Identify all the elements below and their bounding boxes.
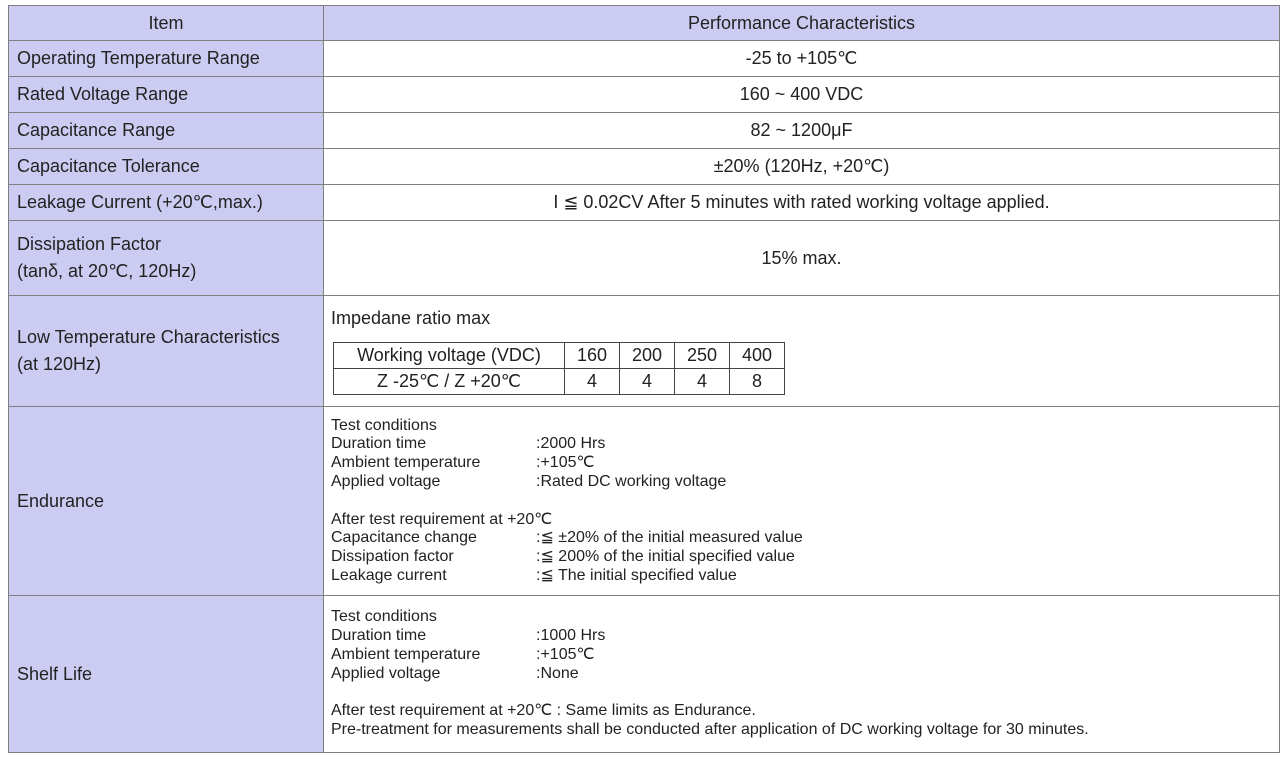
spacer [331, 683, 1279, 702]
ratio-cell: 4 [620, 368, 675, 394]
kv-row [331, 627, 1279, 646]
kv-row [331, 665, 1279, 684]
kv-key: Duration time [331, 435, 427, 453]
row-label: Leakage Current (+20℃,max.) [9, 185, 324, 221]
kv-value: :2000 Hrs [536, 435, 606, 453]
spec-table [8, 5, 1280, 753]
spacer [331, 492, 1279, 511]
kv-value: :≦ 200% of the initial specified value [536, 547, 795, 565]
table-row [9, 596, 1280, 753]
kv-key: Ambient temperature [331, 454, 481, 472]
voltage-cell: 400 [730, 342, 785, 368]
impedance-ratio-row [334, 368, 785, 394]
ratio-cell: 4 [565, 368, 620, 394]
kv-value: :≦ ±20% of the initial measured value [536, 529, 803, 547]
table-row [9, 149, 1280, 185]
shelf-life-block [331, 608, 1279, 739]
row-label: Endurance [9, 407, 324, 596]
row-value: 160 ~ 400 VDC [324, 77, 1280, 113]
kv-value: :1000 Hrs [536, 627, 606, 645]
endurance-block [331, 417, 1279, 586]
row-label-line: (tanδ, at 20℃, 120Hz) [17, 261, 197, 281]
kv-key: Leakage current [331, 566, 447, 584]
kv-row [331, 435, 1279, 454]
row-label-line: Low Temperature Characteristics [17, 327, 280, 347]
table-row [9, 407, 1280, 596]
row-label: Shelf Life [9, 596, 324, 753]
row-label [9, 296, 324, 407]
impedance-header-row [334, 342, 785, 368]
row-label: Operating Temperature Range [9, 41, 324, 77]
row-value: ±20% (120Hz, +20℃) [324, 149, 1280, 185]
table-row [9, 221, 1280, 296]
kv-key: Duration time [331, 627, 427, 645]
kv-key: Applied voltage [331, 664, 441, 682]
kv-row [331, 454, 1279, 473]
item-header: Item [9, 6, 324, 41]
row-value: 82 ~ 1200μF [324, 113, 1280, 149]
kv-value: :≦ The initial specified value [536, 566, 737, 584]
kv-key: Capacitance change [331, 529, 477, 547]
voltage-cell: 250 [675, 342, 730, 368]
table-row [9, 296, 1280, 407]
voltage-header: Working voltage (VDC) [334, 342, 565, 368]
voltage-cell: 160 [565, 342, 620, 368]
row-label [9, 221, 324, 296]
table-row [9, 41, 1280, 77]
table-row [9, 113, 1280, 149]
kv-key: Dissipation factor [331, 547, 454, 565]
row-label: Capacitance Tolerance [9, 149, 324, 185]
ratio-cell: 4 [675, 368, 730, 394]
after-test-heading: After test requirement at +20℃ [331, 510, 553, 528]
low-temp-cell [324, 296, 1280, 407]
row-value: 15% max. [324, 221, 1280, 296]
ratio-label: Z -25℃ / Z +20℃ [334, 368, 565, 394]
row-label-line: (at 120Hz) [17, 354, 102, 374]
kv-value: :+105℃ [536, 454, 595, 472]
impedance-title: Impedane ratio max [331, 307, 491, 328]
row-value: I ≦ 0.02CV After 5 minutes with rated working voltage applied. [324, 185, 1280, 221]
pretreatment-note: Pre-treatment for measurements shall be conducted after application of DC working voltage for 30 minutes. [331, 720, 1089, 738]
test-conditions-heading: Test conditions [331, 608, 437, 626]
performance-header: Performance Characteristics [324, 6, 1280, 41]
header-row [9, 6, 1280, 41]
after-test-note: After test requirement at +20℃ : Same limits as Endurance. [331, 702, 756, 720]
kv-row [331, 646, 1279, 665]
voltage-cell: 200 [620, 342, 675, 368]
kv-row [331, 529, 1279, 548]
table-row [9, 77, 1280, 113]
row-value: -25 to +105℃ [324, 41, 1280, 77]
row-label: Rated Voltage Range [9, 77, 324, 113]
kv-row [331, 567, 1279, 586]
row-label: Capacitance Range [9, 113, 324, 149]
kv-key: Ambient temperature [331, 645, 481, 663]
shelf-life-cell [324, 596, 1280, 753]
impedance-table [333, 342, 785, 395]
endurance-cell [324, 407, 1280, 596]
kv-value: :+105℃ [536, 645, 595, 663]
kv-row [331, 548, 1279, 567]
table-row [9, 185, 1280, 221]
row-label-line: Dissipation Factor [17, 234, 162, 254]
kv-key: Applied voltage [331, 472, 441, 490]
ratio-cell: 8 [730, 368, 785, 394]
kv-row [331, 473, 1279, 492]
kv-value: :Rated DC working voltage [536, 472, 727, 490]
test-conditions-heading: Test conditions [331, 416, 437, 434]
kv-value: :None [536, 664, 579, 682]
